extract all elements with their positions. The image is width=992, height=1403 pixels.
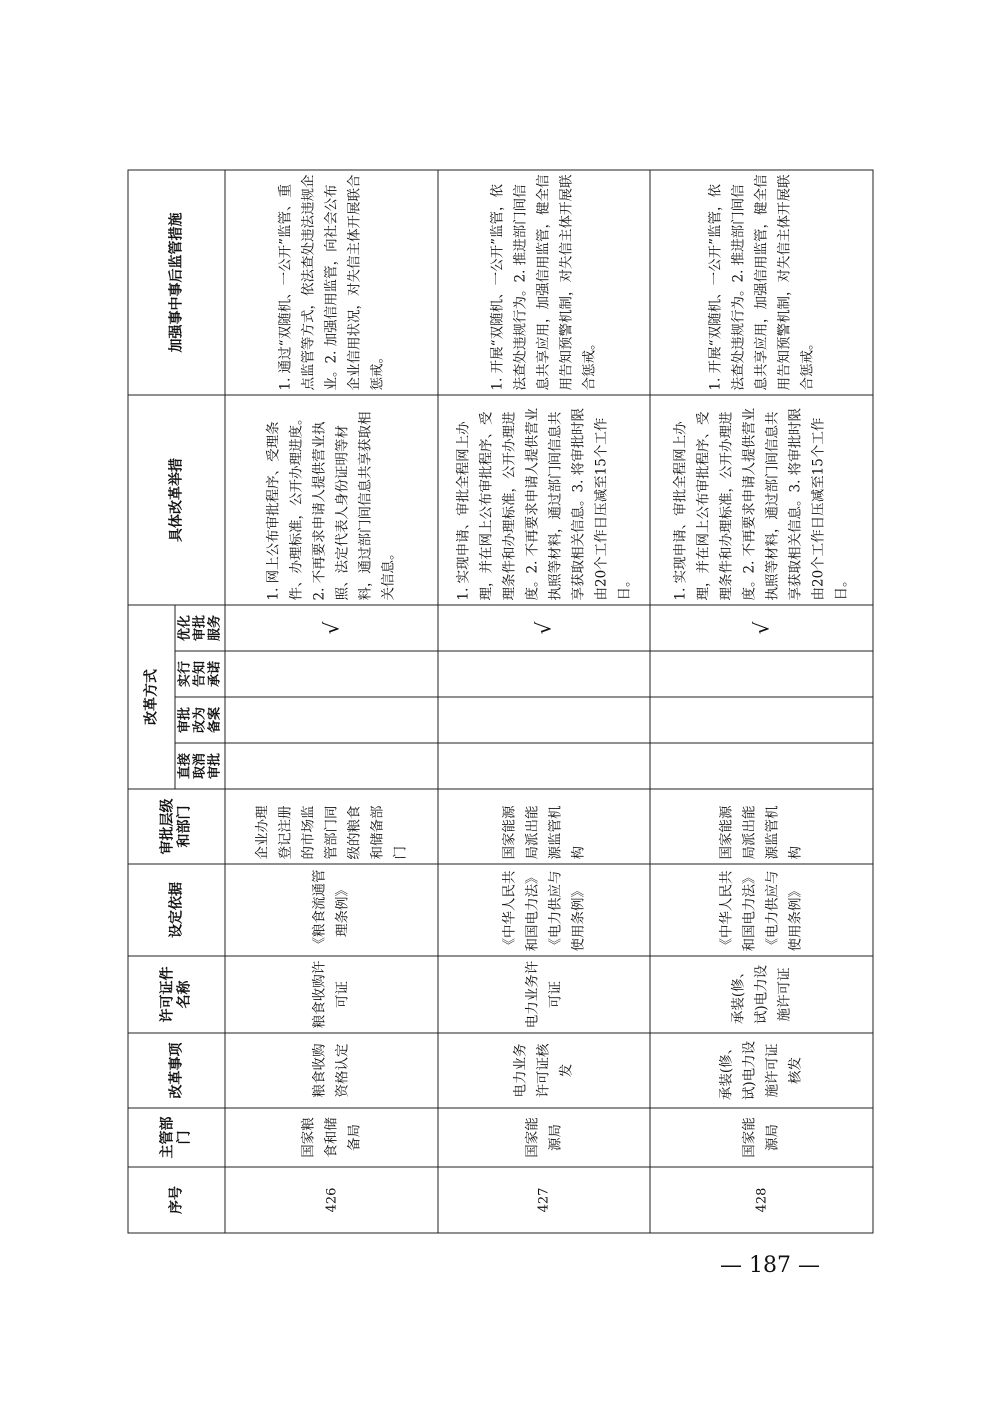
cell-seq: 427	[438, 1167, 650, 1233]
cell-seq: 428	[650, 1167, 873, 1233]
cell-item: 粮食收购资格认定	[225, 1033, 438, 1108]
header-row-1	[128, 170, 175, 1233]
cell-basis: 《粮食流通管理条例》	[225, 864, 438, 956]
header-method-cancel: 直接取消审批	[175, 743, 225, 789]
cell-item: 承装(修、试)电力设施许可证核发	[650, 1033, 873, 1108]
header-level: 审批层级和部门	[128, 789, 225, 864]
cell-method-optimize: √	[225, 605, 438, 651]
header-method-group: 改革方式	[128, 605, 175, 789]
cell-license: 承装(修、试)电力设施许可证	[650, 956, 873, 1033]
header-dept: 主管部门	[128, 1108, 225, 1167]
cell-license: 粮食收购许可证	[225, 956, 438, 1033]
cell-level: 国家能源局派出能源监管机构	[438, 789, 650, 864]
header-method-notice: 实行告知承诺	[175, 651, 225, 697]
cell-item: 电力业务许可证核发	[438, 1033, 650, 1108]
cell-method-optimize: √	[438, 605, 650, 651]
cell-level: 企业办理登记注册的市场监管部门同级的粮食和储备部门	[225, 789, 438, 864]
cell-dept: 国家能源局	[438, 1108, 650, 1167]
cell-method-cancel	[650, 743, 873, 789]
cell-method-cancel	[225, 743, 438, 789]
cell-seq: 426	[225, 1167, 438, 1233]
header-license: 许可证件名称	[128, 956, 225, 1033]
cell-basis: 《中华人民共和国电力法》《电力供应与使用条例》	[650, 864, 873, 956]
cell-method-notice	[650, 651, 873, 697]
cell-supervision: 1. 开展“双随机、一公开”监管，依法查处违规行为。2. 推进部门间信息共享应用，加强信用监管，健全信用告知预警机制，对失信主体开展联合惩戒。	[438, 170, 650, 395]
cell-method-optimize: √	[650, 605, 873, 651]
table-row	[225, 170, 438, 1233]
table-row	[650, 170, 873, 1233]
header-supervision: 加强事中事后监管措施	[128, 170, 225, 395]
cell-supervision: 1. 通过“双随机、一公开”监管、重点监管等方式，依法查处违法违规企业。2. 加强信用监管，向社会公布企业信用状况，对失信主体开展联合惩戒。	[225, 170, 438, 395]
cell-dept: 国家粮食和储备局	[225, 1108, 438, 1167]
cell-measures: 1. 实现申请、审批全程网上办理，并在网上公布审批程序、受理条件和办理标准，公开办理进度。2. 不再要求申请人提供营业执照等材料，通过部门间信息共享获取相关信息。3. 将审批时限由20个工作日压减至15个工作日。	[438, 395, 650, 605]
cell-method-filing	[225, 697, 438, 743]
header-method-optimize: 优化审批服务	[175, 605, 225, 651]
cell-level: 国家能源局派出能源监管机构	[650, 789, 873, 864]
reform-table	[128, 169, 874, 1233]
cell-method-notice	[225, 651, 438, 697]
cell-license: 电力业务许可证	[438, 956, 650, 1033]
cell-method-filing	[438, 697, 650, 743]
cell-method-notice	[438, 651, 650, 697]
cell-basis: 《中华人民共和国电力法》《电力供应与使用条例》	[438, 864, 650, 956]
header-method-filing: 审批改为备案	[175, 697, 225, 743]
cell-supervision: 1. 开展“双随机、一公开”监管，依法查处违规行为。2. 推进部门间信息共享应用，加强信用监管，健全信用告知预警机制，对失信主体开展联合惩戒。	[650, 170, 873, 395]
cell-measures: 1. 网上公布审批程序、受理条件、办理标准，公开办理进度。2. 不再要求申请人提供营业执照、法定代表人身份证明等材料，通过部门间信息共享获取相关信息。	[225, 395, 438, 605]
page-number: — 187 —	[720, 1253, 820, 1278]
table-row	[438, 170, 650, 1233]
header-measures: 具体改革举措	[128, 395, 225, 605]
header-item: 改革事项	[128, 1033, 225, 1108]
header-basis: 设定依据	[128, 864, 225, 956]
rotated-table-wrapper	[128, 170, 859, 1233]
cell-method-filing	[650, 697, 873, 743]
cell-measures: 1. 实现申请、审批全程网上办理，并在网上公布审批程序、受理条件和办理标准，公开办理进度。2. 不再要求申请人提供营业执照等材料，通过部门间信息共享获取相关信息。3. 将审批时限由20个工作日压减至15个工作日。	[650, 395, 873, 605]
cell-dept: 国家能源局	[650, 1108, 873, 1167]
cell-method-cancel	[438, 743, 650, 789]
header-seq: 序号	[128, 1167, 225, 1233]
